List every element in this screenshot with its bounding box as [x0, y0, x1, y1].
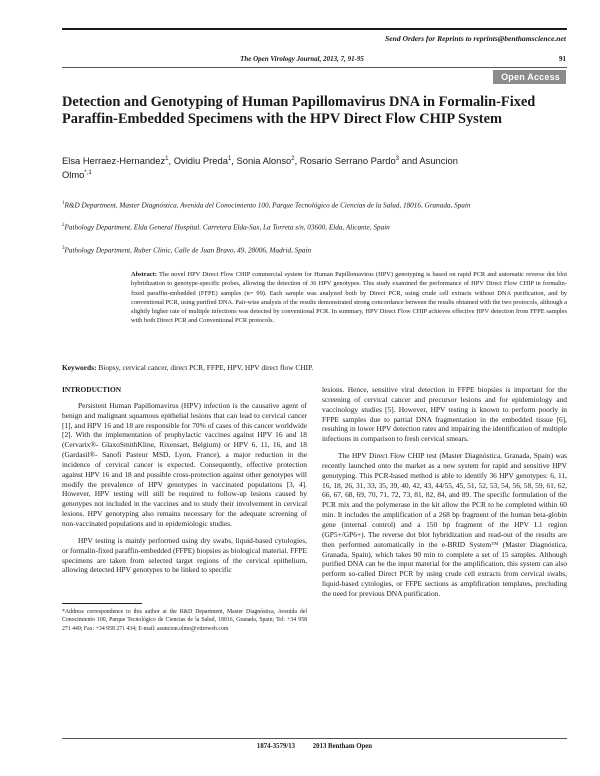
author-affiliation-mark: 1 [227, 156, 232, 162]
keywords [62, 363, 567, 372]
affiliation-text: R&D Department, Master Diagnóstica, Avenida del Conocimiento 100, Parque Tecnológico de Ciencias de la Salud, 18016, Granada, Spain [64, 201, 471, 210]
open-access-rule [62, 67, 567, 68]
section-heading: INTRODUCTION [62, 385, 122, 394]
author-name: Asuncion Olmo [62, 155, 458, 181]
publisher: 2013 Bentham Open [312, 743, 373, 750]
affiliation-text: Pathology Department, Ruber Clinic, Calle de Juan Bravo, 49, 28006, Madrid, Spain [64, 246, 312, 255]
open-access-badge: Open Access [493, 70, 566, 84]
reprints-notice: Send Orders for Reprints to reprints@benthamscience.net [385, 34, 566, 43]
author-name: Rosario Serrano Pardo [299, 155, 396, 167]
author-affiliation-mark: 3 [395, 156, 400, 162]
affiliation-mark: 1 [62, 201, 65, 206]
abstract [131, 270, 567, 326]
page-footer [62, 743, 567, 750]
right-column [322, 385, 567, 606]
header-rule [62, 28, 567, 30]
journal-citation: The Open Virology Journal, 2013, 7, 91-95 [240, 55, 364, 63]
keywords-text: Biopsy, cervical cancer, direct PCR, FFPE, HPV, HPV direct flow CHIP. [98, 363, 314, 372]
author-name: Sonia Alonso [236, 155, 292, 167]
body-paragraph: The HPV Direct Flow CHIP test (Master Diagnóstica, Granada, Spain) was recently launched onto the market as a new system for rapid and sensitive HPV genotyping. This PCR-based method is able to identify 36 HPV genotypes: 6, 11, 16, 18, 26, 31, 33, 35, 39, 40, 42, 43, 44/55, 45, 51, 52, 53, 54, 56, 58, 59, 61, 62, 66, 67, 68, 69, 70, 71, 72, 73, 81, 82, 84, and 89. The specific formulation of the PCR mix and the polymerase in the kit allow the PCR to be completed within 60 min. It includes the amplification of a 268 bp fragment of the human beta-globin gene (internal control) and a 150 bp fragment of the HPV L1 region (GP5+/GP6+). The reverse dot blot hybridization and read-out of the results are then performed automatically in the e-BRID System™ (Master Diagnóstica, Granada, Spain), which takes 90 min to complete a set of 15 samples. Although purified DNA can be the input material for the amplification, this system can also perform so-called Direct PCR by using crude cell extracts from cervical swabs, liquid-based cytologies, or FFPE sections as amplification templates, precluding the need for previous DNA purification. [322, 451, 567, 598]
affiliation-mark: 2 [62, 223, 65, 229]
footer-rule [62, 738, 567, 739]
author-affiliation-mark: *,1 [84, 170, 92, 177]
correspondence-footnote: *Address correspondence to this author at the R&D Department, Master Diagnóstica, Avenida del Conocimiento 100, Parque Tecnológico de Ciencias de la Salud, 18016, Granada, Spain; Tel: +34 958 271 449; Fax: +34 958 271 434; E-mail: asuncion.olmo@vitroweb.com [62, 609, 307, 632]
author-affiliation-mark: 1 [165, 156, 169, 162]
page-number: 91 [559, 55, 566, 63]
affiliation [62, 199, 567, 210]
affiliation-mark: 3 [62, 245, 65, 251]
affiliation [62, 221, 567, 232]
body-paragraph: HPV testing is mainly performed using dry swabs, liquid-based cytologies, or formalin-fixed paraffin-embedded (FFPE) biopsies as biological material. FFPE specimens are taken from selected target regions of the cervical epithelium, allowing detected HPV genotypes to be linked to specific [62, 535, 307, 575]
footnote-rule [62, 603, 142, 604]
issn: 1874-3579/13 [256, 743, 296, 750]
article-title: Detection and Genotyping of Human Papillomavirus DNA in Formalin-Fixed Paraffin-Embedded Specimens with the HPV Direct Flow CHIP System [62, 94, 536, 127]
abstract-label: Abstract: [131, 271, 157, 278]
affiliation-text: Pathology Department, Elda General Hospital. Carretera Elda-Sax, La Torreta s/n, 03600, Elda, Alicante, Spain [64, 223, 390, 232]
body-paragraph: lesions. Hence, sensitive viral detection in FFPE biopsies is important for the screening of cervical cancer and precursor lesions and for epidemiology and vaccinology studies [5]. However, HPV testing is known to perform poorly in FFPE samples due to partial DNA fragmentation in the embedded tissue [6], resulting in lower HPV detection rates and impairing the identification of multiple infections in comparison to fresh cervical smears. [322, 385, 567, 444]
body-paragraph: Persistent Human Papillomavirus (HPV) infection is the causative agent of benign and malignant squamous epithelial lesions that can lead to cervical cancer [1], and HPV 16 and 18 are responsible for 70% of cases of this cancer worldwide [2]. With the implementation of prophylactic vaccines against HPV 16 and 18 (Cervarix®- GlaxoSmithKline, Rixensart, Belgium) or HPV 6, 11, 16, and 18 (Gardasil®- Sanofi Pasteur MSD, Lyon, France), a major reduction in the incidence of cervical cancer is expected. Consequently, effective protection against HPV 16 and 18 and possible cross-protection against other genotypes will modify the prevalence of HPV genotypes in vaccinated populations [3, 4]. However, HPV testing will still be required to follow-up lesions caused by genotypes not included in the vaccines and to study their involvement in cervical lesions. HPV genotyping also remains necessary for the adequate screening of non-vaccinated populations and in epidemiologic studies. [62, 400, 307, 528]
abstract-text: The novel HPV Direct Flow CHIP commercial system for Human Papillomavirus (HPV) genotyping is based on rapid PCR and automatic reverse dot blot hybridization to genotype-specific probes, allowing the detection of 36 HPV genotypes. This study examined the performance of HPV Direct Flow CHIP in formalin-fixed paraffin-embedded (FFPE) samples (n= 99). Each sample was analyzed both by Direct PCR, using crude cell extracts without DNA purification, and by conventional PCR, using purified DNA. Pair-wise analysis of the results demonstrated strong concordance between the results obtained with the two protocols, although a slightly higher rate of multiple infections was detected by conventional PCR. In summary, HPV Direct Flow CHIP achieves effective HPV detection from FFPE samples with both Direct PCR and Conventional PCR protocols. [131, 271, 567, 325]
keywords-label: Keywords: [62, 363, 97, 372]
author-name: Ovidiu Preda [173, 155, 228, 167]
author-affiliation-mark: 2 [291, 156, 295, 162]
author-name: Elsa Herraez-Hernandez [62, 155, 166, 167]
left-column [62, 385, 307, 582]
affiliation-list [62, 199, 567, 266]
affiliation [62, 244, 567, 255]
author-list: Elsa Herraez-Hernandez$^1$, Ovidiu Preda$^1$, Sonia Alonso$^2$, Rosario Serrano Pardo$^3$ and Asuncion Olmo$^{*,1}$ [62, 155, 458, 181]
